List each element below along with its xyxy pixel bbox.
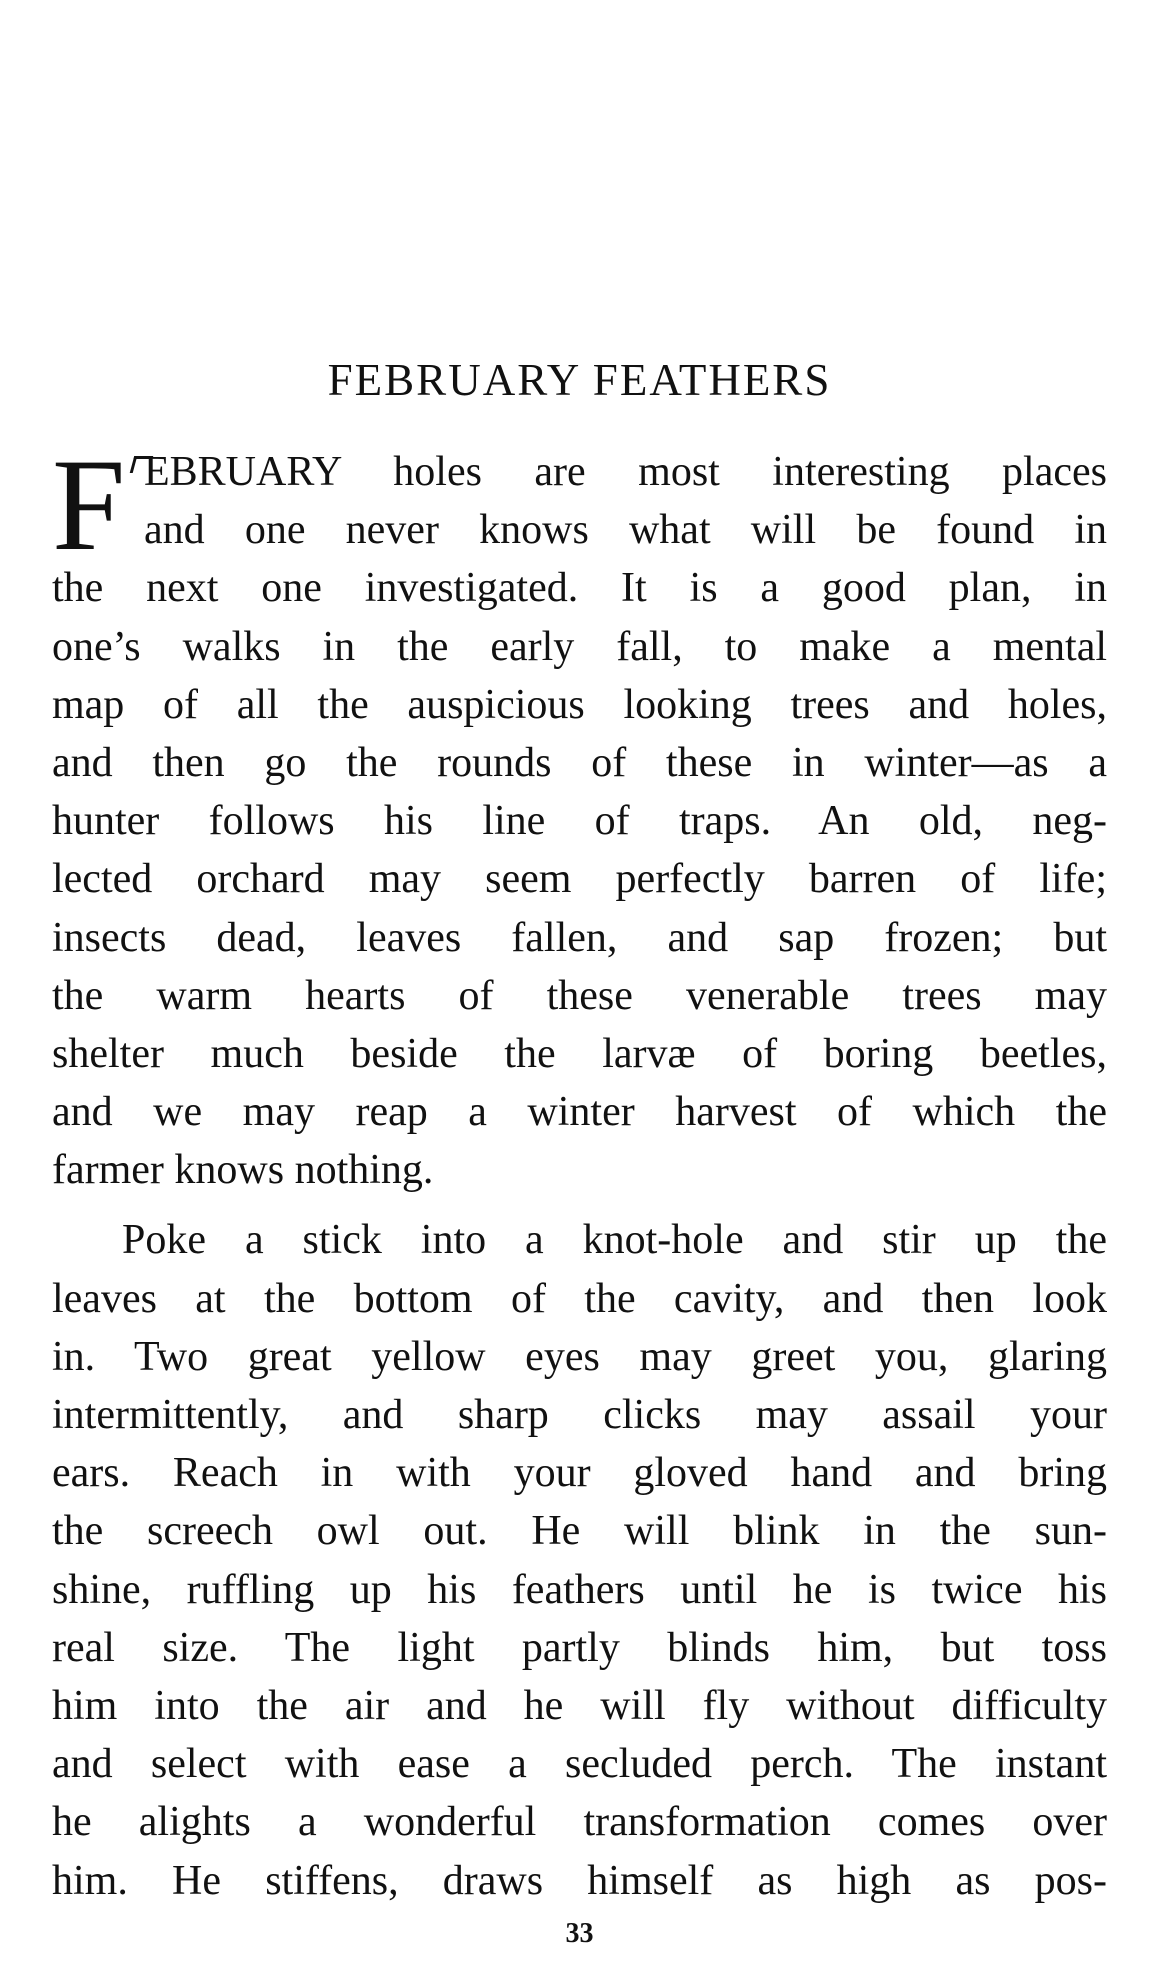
chapter-title: FEBRUARY FEATHERS [327,355,832,405]
paragraph2-line: he alights a wonderful transformation comes over [52,1799,1107,1846]
paragraph1-line: lected orchard may seem perfectly barren of life; [52,856,1107,903]
paragraph1-line: hunter follows his line of traps. An old, neg- [52,798,1107,845]
paragraph2-line: him into the air and he will fly without difficulty [52,1682,1107,1729]
paragraph1-line: EBRUARY holes are most interesting places [144,449,1107,495]
paragraph1-line: one’s walks in the early fall, to make a mental [52,623,1107,670]
paragraph1-line: shelter much beside the larvæ of boring beetles, [52,1030,1107,1077]
page-number: 33 [565,1918,594,1949]
body-text [52,431,1107,1910]
paragraph2-line: leaves at the bottom of the cavity, and then look [52,1275,1107,1322]
paragraph1-line: and we may reap a winter harvest of which the [52,1089,1107,1136]
drop-cap: F [52,431,126,578]
paragraph1-line: and one never knows what will be found in [144,507,1107,554]
paragraph2-line: and select with ease a secluded perch. The instant [52,1741,1107,1788]
paragraph1-line: the next one investigated. It is a good plan, in [52,565,1107,612]
paragraph2-line: shine, ruffling up his feathers until he is twice his [52,1566,1107,1613]
paragraph2-line: intermittently, and sharp clicks may assail your [52,1392,1107,1438]
paragraph2-line: the screech owl out. He will blink in the sun- [52,1508,1107,1555]
paragraph1-line: farmer knows nothing. [52,1147,434,1194]
paragraph1-line: map of all the auspicious looking trees and holes, [52,681,1107,728]
paragraph2-line: in. Two great yellow eyes may greet you, glaring [52,1333,1107,1380]
paragraph2-line: ears. Reach in with your gloved hand and bring [52,1450,1107,1497]
paragraph-gap [52,1199,1107,1211]
paragraph2-line: Poke a stick into a knot-hole and stir up the [122,1217,1107,1264]
paragraph1-line: the warm hearts of these venerable trees may [52,972,1107,1019]
paragraph1-line: and then go the rounds of these in winter—as a [52,739,1107,786]
paragraph1-line: insects dead, leaves fallen, and sap frozen; but [52,914,1107,961]
paragraph2-line: him. He stiffens, draws himself as high as pos- [52,1857,1107,1904]
paragraph2-line: real size. The light partly blinds him, but toss [52,1624,1107,1671]
